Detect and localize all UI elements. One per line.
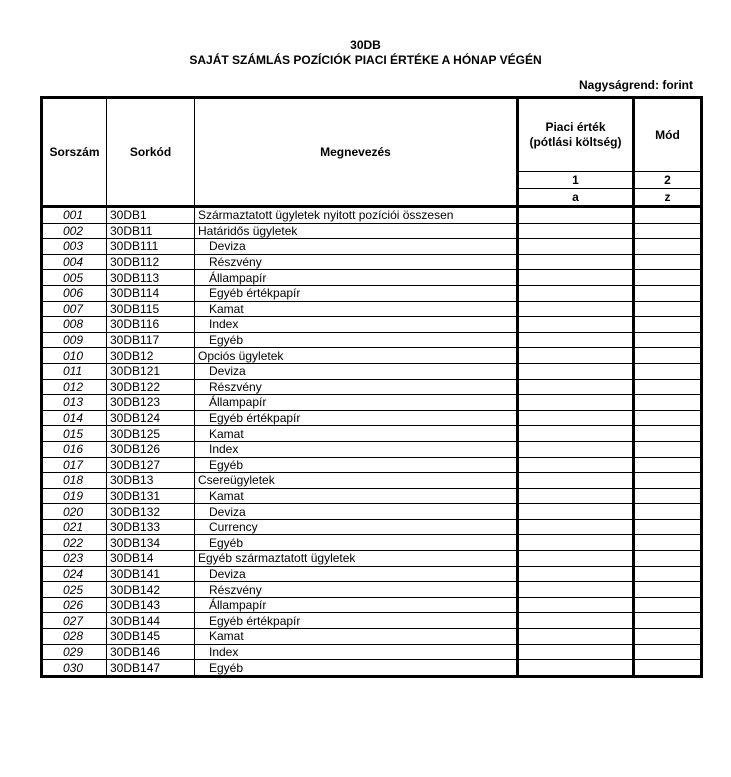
- row-code: 30DB12: [107, 348, 195, 364]
- row-name: Deviza: [195, 363, 518, 379]
- row-code: 30DB125: [107, 426, 195, 442]
- value-cell-mod: [634, 285, 702, 301]
- row-number: 008: [42, 317, 107, 333]
- table-row: [42, 254, 702, 270]
- table-row: [42, 488, 702, 504]
- row-number: 003: [42, 239, 107, 255]
- row-number: 026: [42, 597, 107, 613]
- row-name: Csereügyletek: [195, 473, 518, 489]
- row-code: 30DB126: [107, 441, 195, 457]
- row-number: 015: [42, 426, 107, 442]
- row-code: 30DB127: [107, 457, 195, 473]
- row-number: 019: [42, 488, 107, 504]
- row-name: Kamat: [195, 426, 518, 442]
- col-letter-z: z: [634, 189, 702, 207]
- row-number: 028: [42, 629, 107, 645]
- table-row: [42, 457, 702, 473]
- row-number: 002: [42, 223, 107, 239]
- value-cell-piaci-ertek: [518, 504, 634, 520]
- table-row: [42, 519, 702, 535]
- row-number: 016: [42, 441, 107, 457]
- row-code: 30DB122: [107, 379, 195, 395]
- piaci-ertek-line2: (pótlási költség): [529, 135, 622, 149]
- row-code: 30DB115: [107, 301, 195, 317]
- report-table: [40, 96, 703, 678]
- value-cell-mod: [634, 441, 702, 457]
- row-code: 30DB145: [107, 629, 195, 645]
- row-number: 025: [42, 582, 107, 598]
- value-cell-mod: [634, 270, 702, 286]
- row-name: Egyéb értékpapír: [195, 410, 518, 426]
- value-cell-mod: [634, 317, 702, 333]
- row-number: 006: [42, 285, 107, 301]
- value-cell-piaci-ertek: [518, 597, 634, 613]
- value-cell-mod: [634, 332, 702, 348]
- piaci-ertek-line1: Piaci érték: [545, 120, 606, 134]
- row-number: 001: [42, 207, 107, 224]
- value-cell-piaci-ertek: [518, 473, 634, 489]
- table-row: [42, 395, 702, 411]
- row-name: Állampapír: [195, 270, 518, 286]
- report-title: SAJÁT SZÁMLÁS POZÍCIÓK PIACI ÉRTÉKE A HÓNAP VÉGÉN: [189, 53, 542, 67]
- value-cell-piaci-ertek: [518, 223, 634, 239]
- value-cell-mod: [634, 254, 702, 270]
- row-number: 005: [42, 270, 107, 286]
- row-code: 30DB134: [107, 535, 195, 551]
- row-name: Részvény: [195, 582, 518, 598]
- value-cell-mod: [634, 348, 702, 364]
- col-letter-a: a: [518, 189, 634, 207]
- row-number: 022: [42, 535, 107, 551]
- value-cell-mod: [634, 379, 702, 395]
- table-row: [42, 285, 702, 301]
- row-code: 30DB1: [107, 207, 195, 224]
- value-cell-piaci-ertek: [518, 239, 634, 255]
- value-cell-piaci-ertek: [518, 582, 634, 598]
- row-name: Kamat: [195, 488, 518, 504]
- table-row: [42, 348, 702, 364]
- value-cell-mod: [634, 363, 702, 379]
- row-name: Opciós ügyletek: [195, 348, 518, 364]
- table-row: [42, 597, 702, 613]
- row-name: Származtatott ügyletek nyitott pozíciói összesen: [195, 207, 518, 224]
- row-name: Egyéb származtatott ügyletek: [195, 551, 518, 567]
- value-cell-piaci-ertek: [518, 363, 634, 379]
- value-cell-piaci-ertek: [518, 426, 634, 442]
- row-number: 030: [42, 660, 107, 677]
- row-code: 30DB112: [107, 254, 195, 270]
- col-header-sorkod: Sorkód: [107, 98, 195, 207]
- value-cell-piaci-ertek: [518, 535, 634, 551]
- row-name: Index: [195, 317, 518, 333]
- col-header-mod: Mód: [634, 98, 702, 172]
- col-number-1: 1: [518, 172, 634, 189]
- table-row: [42, 551, 702, 567]
- table-row: [42, 504, 702, 520]
- col-header-sorszam: Sorszám: [42, 98, 107, 207]
- value-cell-piaci-ertek: [518, 660, 634, 677]
- value-cell-piaci-ertek: [518, 488, 634, 504]
- table-row: [42, 566, 702, 582]
- table-row: [42, 629, 702, 645]
- value-cell-piaci-ertek: [518, 395, 634, 411]
- value-cell-mod: [634, 207, 702, 224]
- value-cell-mod: [634, 504, 702, 520]
- row-code: 30DB142: [107, 582, 195, 598]
- value-cell-mod: [634, 426, 702, 442]
- row-name: Index: [195, 441, 518, 457]
- value-cell-piaci-ertek: [518, 629, 634, 645]
- row-number: 004: [42, 254, 107, 270]
- row-name: Currency: [195, 519, 518, 535]
- row-code: 30DB131: [107, 488, 195, 504]
- table-row: [42, 582, 702, 598]
- row-number: 012: [42, 379, 107, 395]
- row-code: 30DB13: [107, 473, 195, 489]
- table-row: [42, 426, 702, 442]
- table-row: [42, 379, 702, 395]
- row-number: 024: [42, 566, 107, 582]
- row-code: 30DB133: [107, 519, 195, 535]
- value-cell-mod: [634, 223, 702, 239]
- row-number: 018: [42, 473, 107, 489]
- row-name: Deviza: [195, 566, 518, 582]
- value-cell-piaci-ertek: [518, 551, 634, 567]
- table-row: [42, 535, 702, 551]
- value-cell-mod: [634, 473, 702, 489]
- value-cell-piaci-ertek: [518, 207, 634, 224]
- row-name: Kamat: [195, 301, 518, 317]
- row-name: Részvény: [195, 254, 518, 270]
- row-code: 30DB124: [107, 410, 195, 426]
- row-number: 029: [42, 644, 107, 660]
- row-name: Index: [195, 644, 518, 660]
- table-row: [42, 660, 702, 677]
- value-cell-piaci-ertek: [518, 613, 634, 629]
- value-cell-piaci-ertek: [518, 348, 634, 364]
- value-cell-piaci-ertek: [518, 566, 634, 582]
- table-row: [42, 239, 702, 255]
- value-cell-mod: [634, 519, 702, 535]
- value-cell-mod: [634, 660, 702, 677]
- row-number: 010: [42, 348, 107, 364]
- value-cell-mod: [634, 644, 702, 660]
- row-name: Egyéb értékpapír: [195, 613, 518, 629]
- row-code: 30DB114: [107, 285, 195, 301]
- row-name: Határidős ügyletek: [195, 223, 518, 239]
- row-number: 017: [42, 457, 107, 473]
- value-cell-piaci-ertek: [518, 457, 634, 473]
- value-cell-mod: [634, 535, 702, 551]
- value-cell-piaci-ertek: [518, 332, 634, 348]
- value-cell-mod: [634, 457, 702, 473]
- row-number: 009: [42, 332, 107, 348]
- row-code: 30DB123: [107, 395, 195, 411]
- table-row: [42, 473, 702, 489]
- value-cell-mod: [634, 239, 702, 255]
- value-cell-mod: [634, 410, 702, 426]
- row-name: Kamat: [195, 629, 518, 645]
- value-cell-piaci-ertek: [518, 410, 634, 426]
- value-cell-mod: [634, 566, 702, 582]
- row-name: Állampapír: [195, 395, 518, 411]
- unit-label: Nagyságrend: forint: [578, 78, 693, 92]
- row-code: 30DB147: [107, 660, 195, 677]
- row-code: 30DB117: [107, 332, 195, 348]
- row-number: 023: [42, 551, 107, 567]
- row-name: Egyéb: [195, 332, 518, 348]
- row-code: 30DB144: [107, 613, 195, 629]
- table-row: [42, 441, 702, 457]
- table-row: [42, 270, 702, 286]
- row-code: 30DB11: [107, 223, 195, 239]
- row-number: 021: [42, 519, 107, 535]
- value-cell-mod: [634, 488, 702, 504]
- value-cell-piaci-ertek: [518, 254, 634, 270]
- value-cell-piaci-ertek: [518, 270, 634, 286]
- table-row: [42, 301, 702, 317]
- table-row: [42, 332, 702, 348]
- row-number: 007: [42, 301, 107, 317]
- col-header-megnevezes: Megnevezés: [195, 98, 518, 207]
- row-name: Deviza: [195, 239, 518, 255]
- table-row: [42, 613, 702, 629]
- value-cell-mod: [634, 301, 702, 317]
- value-cell-piaci-ertek: [518, 317, 634, 333]
- row-number: 027: [42, 613, 107, 629]
- value-cell-mod: [634, 613, 702, 629]
- value-cell-mod: [634, 582, 702, 598]
- table-row: [42, 644, 702, 660]
- value-cell-mod: [634, 395, 702, 411]
- value-cell-piaci-ertek: [518, 644, 634, 660]
- table-row: [42, 223, 702, 239]
- col-header-piaci-ertek: [518, 98, 634, 172]
- value-cell-mod: [634, 629, 702, 645]
- row-name: Egyéb: [195, 660, 518, 677]
- row-code: 30DB111: [107, 239, 195, 255]
- row-name: Egyéb: [195, 535, 518, 551]
- value-cell-piaci-ertek: [518, 285, 634, 301]
- table-row: [42, 207, 702, 224]
- report-code: 30DB: [350, 38, 381, 52]
- row-code: 30DB113: [107, 270, 195, 286]
- row-name: Egyéb értékpapír: [195, 285, 518, 301]
- value-cell-mod: [634, 597, 702, 613]
- value-cell-piaci-ertek: [518, 301, 634, 317]
- table-row: [42, 317, 702, 333]
- row-name: Részvény: [195, 379, 518, 395]
- row-code: 30DB141: [107, 566, 195, 582]
- table-row: [42, 363, 702, 379]
- row-code: 30DB143: [107, 597, 195, 613]
- row-name: Deviza: [195, 504, 518, 520]
- row-code: 30DB121: [107, 363, 195, 379]
- row-number: 020: [42, 504, 107, 520]
- row-code: 30DB146: [107, 644, 195, 660]
- row-number: 014: [42, 410, 107, 426]
- row-name: Egyéb: [195, 457, 518, 473]
- value-cell-piaci-ertek: [518, 441, 634, 457]
- row-code: 30DB116: [107, 317, 195, 333]
- table-row: [42, 410, 702, 426]
- row-code: 30DB132: [107, 504, 195, 520]
- col-number-2: 2: [634, 172, 702, 189]
- value-cell-piaci-ertek: [518, 379, 634, 395]
- value-cell-mod: [634, 551, 702, 567]
- row-name: Állampapír: [195, 597, 518, 613]
- row-number: 011: [42, 363, 107, 379]
- row-number: 013: [42, 395, 107, 411]
- row-code: 30DB14: [107, 551, 195, 567]
- value-cell-piaci-ertek: [518, 519, 634, 535]
